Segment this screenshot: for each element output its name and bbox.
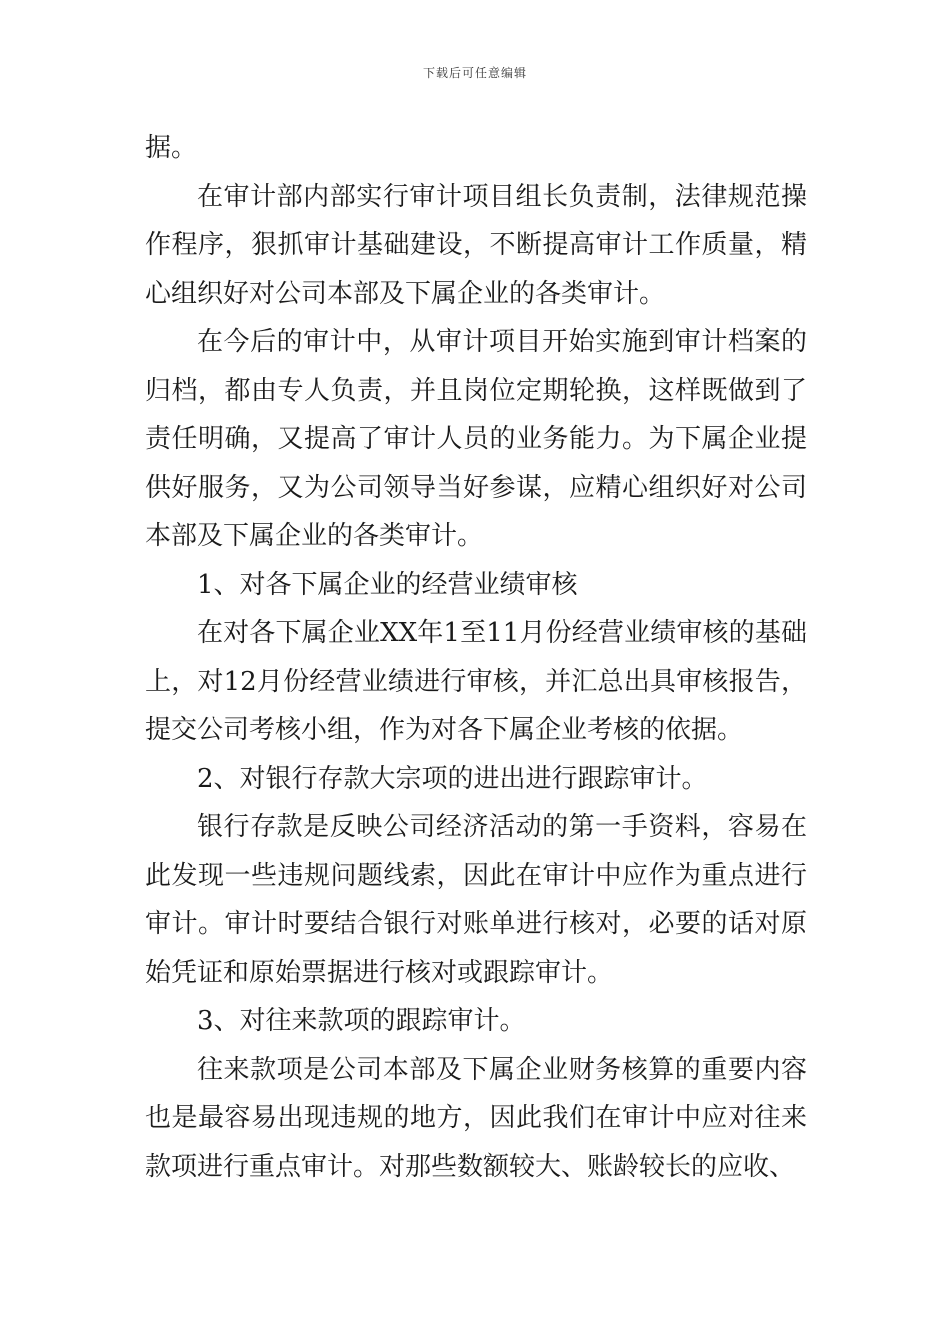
paragraph: 往来款项是公司本部及下属企业财务核算的重要内容也是最容易出现违规的地方，因此我们在审计中应对往来款项进行重点审计。对那些数额较大、账龄较长的应收、 [145, 1054, 807, 1182]
section-heading: 3、对往来款项的跟踪审计。 [197, 1006, 526, 1036]
paragraph: 在对各下属企业XX年1至11月份经营业绩审核的基础上，对12月份经营业绩进行审核，并汇总出具审核报告，提交公司考核小组，作为对各下属企业考核的依据。 [145, 618, 807, 745]
paragraph-continuation: 据。 [145, 133, 198, 163]
section-heading: 1、对各下属企业的经营业绩审核 [197, 569, 578, 600]
document-body [145, 124, 807, 1191]
paragraph: 银行存款是反映公司经济活动的第一手资料，容易在此发现一些违规问题线索，因此在审计中应作为重点进行审计。审计时要结合银行对账单进行核对，必要的话对原始凭证和原始票据进行核对或跟踪审计。 [145, 812, 807, 988]
section-heading: 2、对银行存款大宗项的进出进行跟踪审计。 [197, 763, 708, 794]
page-header: 下载后可任意编辑 [422, 66, 527, 80]
paragraph: 在今后的审计中，从审计项目开始实施到审计档案的归档，都由专人负责，并且岗位定期轮换，这样既做到了责任明确，又提高了审计人员的业务能力。为下属企业提供好服务，又为公司领导当好参谋，应精心组织好对公司本部及下属企业的各类审计。 [145, 327, 807, 551]
paragraph: 在审计部内部实行审计项目组长负责制，法律规范操作程序，狠抓审计基础建设，不断提高审计工作质量，精心组织好对公司本部及下属企业的各类审计。 [145, 181, 807, 309]
